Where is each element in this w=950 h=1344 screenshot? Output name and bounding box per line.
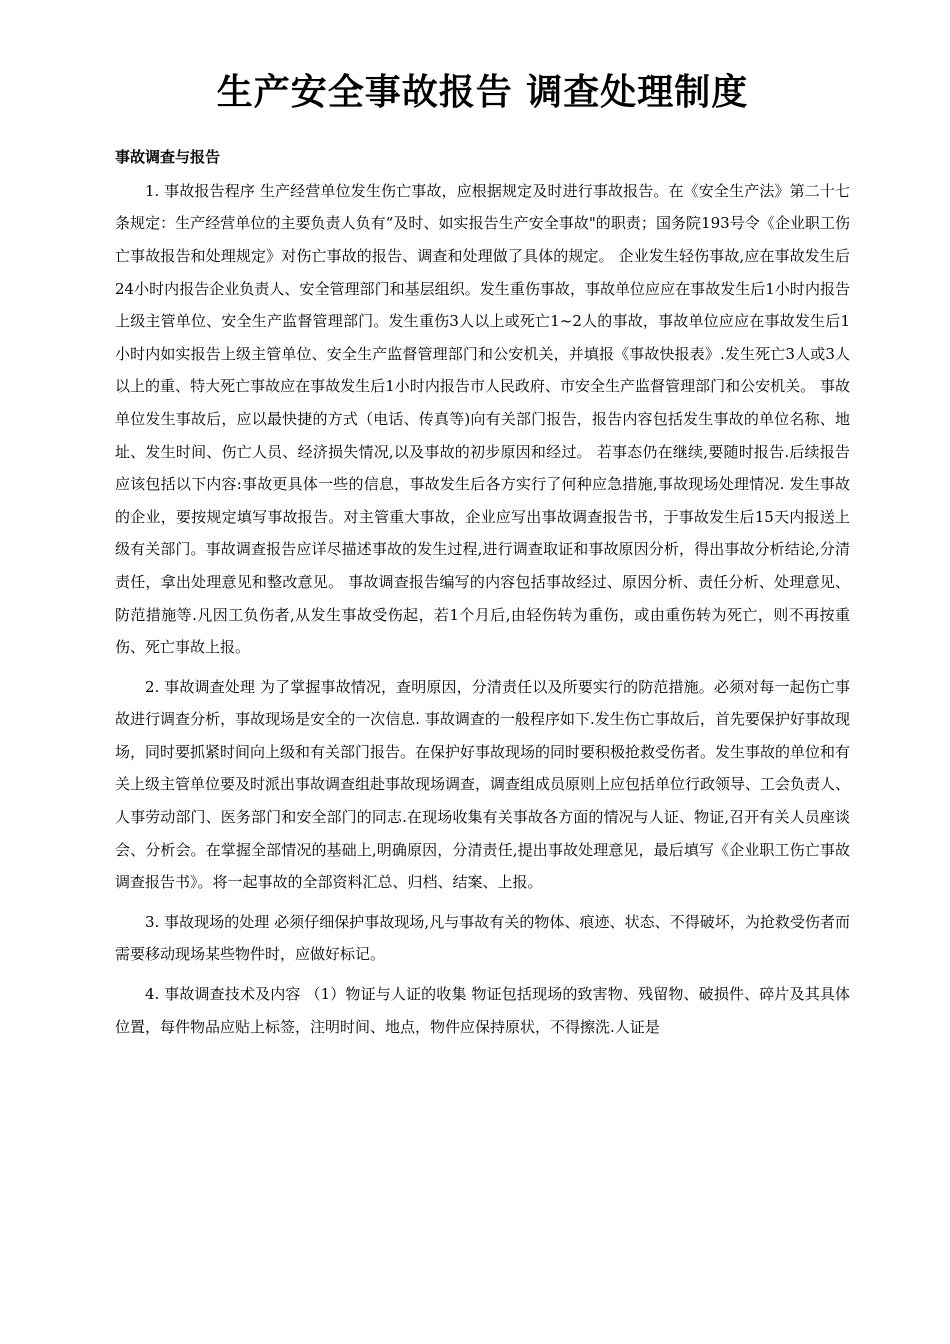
document-title: 生产安全事故报告 调查处理制度 xyxy=(216,72,749,113)
paragraph-investigation-techniques: 4. 事故调查技术及内容 （1）物证与人证的收集 物证包括现场的致害物、残留物、破损件、碎片及其具体位置，每件物品应贴上标签，注明时间、地点，物件应保持原状，不得擦洗.人证是 xyxy=(115,985,850,1036)
paragraph-accident-investigation: 2. 事故调查处理 为了掌握事故情况，查明原因，分清责任以及所要实行的防范措施。必须对每一起伤亡事故进行调查分析，事故现场是安全的一次信息. 事故调查的一般程序如下.发生伤亡事故后，首先要保护好事故现场，同时要抓紧时间向上级和有关部门报告。在保护好事故现场的同时要积极抢救受伤者。发生事故的单位和有关上级主管单位要及时派出事故调查组赴事故现场调查，调查组成员原则上应包括单位行政领导、工会负责人、人事劳动部门、医务部门和安全部门的同志.在现场收集有关事故各方面的情况与人证、物证,召开有关人员座谈会、分析会。在掌握全部情况的基础上,明确原因，分清责任,提出事故处理意见，最后填写《企业职工伤亡事故调查报告书》。将一起事故的全部资料汇总、归档、结案、上报。 xyxy=(115,677,851,892)
paragraph-scene-handling: 3. 事故现场的处理 必须仔细保护事故现场,凡与事故有关的物体、痕迹、状态、不得破坏，为抢救受伤者而需要移动现场某些物件时，应做好标记。 xyxy=(115,912,850,964)
section-heading: 事故调查与报告 xyxy=(115,147,221,166)
paragraph-accident-report-procedure: 1. 事故报告程序 生产经营单位发生伤亡事故，应根据规定及时进行事故报告。在《安全生产法》第二十七条规定：生产经营单位的主要负责人负有“及时、如实报告生产安全事故"的职责；国务院193号令《企业职工伤亡事故报告和处理规定》对伤亡事故的报告、调查和处理做了具体的规定。 企业发生轻伤事故,应在事故发生后24小时内报告企业负责人、安全管理部门和基层组织。发生重伤事故，事故单位应应在事故发生后1小时内报告上级主管单位、安全生产监督管理部门。发生重伤3人以上或死亡1~2人的事故，事故单位应应在事故发生后1小时内如实报告上级主管单位、安全生产监督管理部门和公安机关，并填报《事故快报表》.发生死亡3人或3人以上的重、特大死亡事故应在事故发生后1小时内报告市人民政府、市安全生产监督管理部门和公安机关。 事故单位发生事故后，应以最快捷的方式（电话、传真等)向有关部门报告，报告内容包括发生事故的单位名称、地址、发生时间、伤亡人员、经济损失情况,以及事故的初步原因和经过。 若事态仍在继续,要随时报告.后续报告应该包括以下内容:事故更具体一些的信息，事故发生后各方实行了何种应急措施,事故现场处理情况. 发生事故的企业，要按规定填写事故报告。对主管重大事故，企业应写出事故调查报告书，于事故发生后15天内报送上级有关部门。事故调查报告应详尽描述事故的发生过程,进行调查取证和事故原因分析，得出事故分析结论,分清责任，拿出处理意见和整改意见。 事故调查报告编写的内容包括事故经过、原因分析、责任分析、处理意见、防范措施等.凡因工负伤者,从发生事故受伤起，若1个月后,由轻伤转为重伤，或由重伤转为死亡，则不再按重伤、死亡事故上报。 xyxy=(115,181,850,657)
